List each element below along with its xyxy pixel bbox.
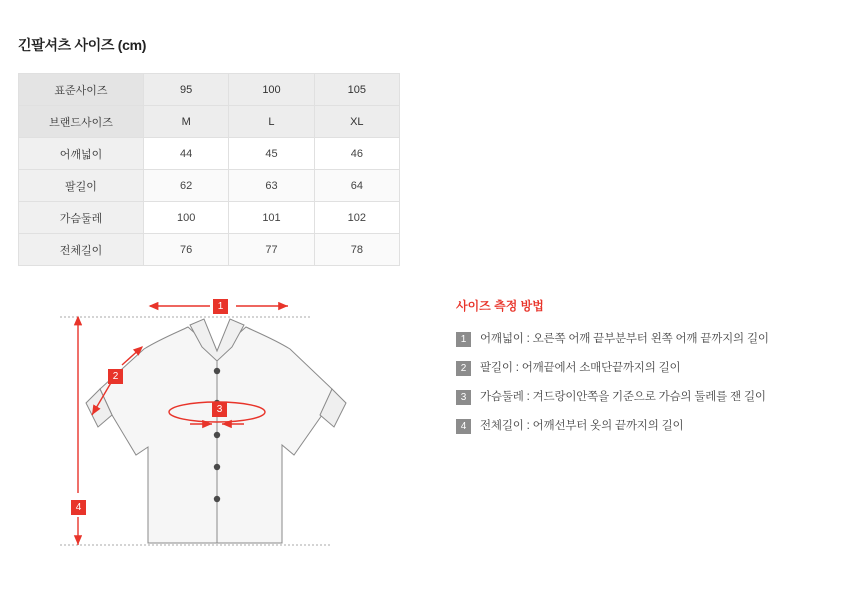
table-cell: 100 <box>144 202 229 234</box>
shirt-diagram <box>40 285 430 560</box>
legend-item <box>456 332 826 347</box>
table-cell: 100 <box>229 74 314 106</box>
table-cell: 77 <box>229 234 314 266</box>
legend-text-3: 가슴둘레 : 겨드랑이안쪽을 기준으로 가슴의 둘레를 잰 길이 <box>480 391 766 403</box>
legend-item <box>456 390 826 405</box>
size-table <box>18 73 400 266</box>
table-cell: 78 <box>314 234 399 266</box>
legend-text-2: 팔길이 : 어깨끝에서 소매단끝까지의 길이 <box>480 362 681 374</box>
table-cell: 46 <box>314 138 399 170</box>
table-row <box>19 202 400 234</box>
legend-item <box>456 361 826 376</box>
table-cell: 45 <box>229 138 314 170</box>
table-cell: 64 <box>314 170 399 202</box>
table-cell: 95 <box>144 74 229 106</box>
table-row <box>19 234 400 266</box>
table-cell: 101 <box>229 202 314 234</box>
table-cell: 102 <box>314 202 399 234</box>
diagram-marker-4: 4 <box>71 500 86 515</box>
table-cell: L <box>229 106 314 138</box>
legend-number-4: 4 <box>456 419 471 434</box>
table-row <box>19 74 400 106</box>
table-cell: XL <box>314 106 399 138</box>
table-cell: 63 <box>229 170 314 202</box>
legend-number-2: 2 <box>456 361 471 376</box>
legend-item <box>456 419 826 434</box>
table-cell: 44 <box>144 138 229 170</box>
table-cell: 62 <box>144 170 229 202</box>
table-row <box>19 138 400 170</box>
table-row-header: 가슴둘레 <box>19 202 144 234</box>
legend-number-1: 1 <box>456 332 471 347</box>
table-cell: M <box>144 106 229 138</box>
diagram-marker-3: 3 <box>212 402 227 417</box>
table-row <box>19 170 400 202</box>
shirt-illustration-svg <box>40 285 430 560</box>
diagram-marker-1: 1 <box>213 299 228 314</box>
table-cell: 105 <box>314 74 399 106</box>
legend-text-4: 전체길이 : 어깨선부터 옷의 끝까지의 길이 <box>480 420 684 432</box>
table-row-header: 어깨넓이 <box>19 138 144 170</box>
table-row <box>19 106 400 138</box>
legend-number-3: 3 <box>456 390 471 405</box>
table-row-header: 팔길이 <box>19 170 144 202</box>
table-row-header: 표준사이즈 <box>19 74 144 106</box>
table-row-header: 브랜드사이즈 <box>19 106 144 138</box>
legend-text-1: 어깨넓이 : 오른쪽 어깨 끝부분부터 왼쪽 어깨 끝까지의 길이 <box>480 333 769 345</box>
table-row-header: 전체길이 <box>19 234 144 266</box>
diagram-marker-2: 2 <box>108 369 123 384</box>
legend-title: 사이즈 측정 방법 <box>456 299 544 313</box>
table-cell: 76 <box>144 234 229 266</box>
measurement-legend <box>456 297 826 448</box>
page-title: 긴팔셔츠 사이즈 (cm) <box>18 37 147 53</box>
